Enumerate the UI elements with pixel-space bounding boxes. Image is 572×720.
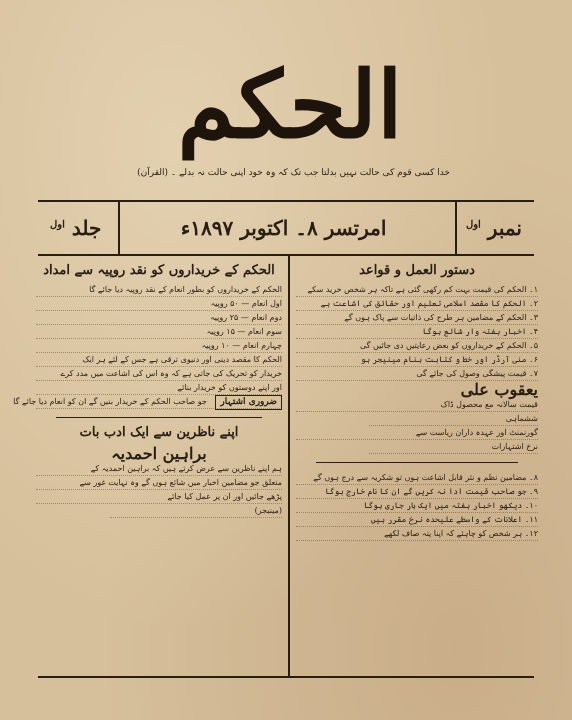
rules-paragraph: ۷۔ قیمت پیشگی وصول کی جائے گی <box>296 367 538 381</box>
prize-row: اول انعام — ۵۰ روپیہ <box>36 297 282 311</box>
rules-paragraph: ۵۔ الحکم کے خریداروں کو بعض رعایتیں دی جائیں گی <box>296 339 538 353</box>
issue-date: امرتسر ۸۔ اکتوبر ۱۸۹۷ء <box>180 216 387 240</box>
rules-paragraph: ۴۔ اخبار ہفتہ وار شائع ہوگا <box>296 325 538 339</box>
masthead-title: الحکم <box>177 51 403 159</box>
issue-number-value: اول <box>465 219 481 231</box>
prize-label: اول انعام <box>251 299 282 308</box>
issue-number-label: نمبر <box>487 216 522 240</box>
rules-paragraph: ۱۰۔ دیکھو اخبار ہفتہ میں ایک بار جاری ہوگا <box>296 499 538 513</box>
prize-value: ۱۰ روپیہ <box>201 341 230 350</box>
prize-value: ۵۰ روپیہ <box>210 299 239 308</box>
issue-volume-label: جلد <box>71 216 102 240</box>
issue-bar-divider <box>455 200 457 256</box>
prize-label: چہارم انعام <box>242 341 282 350</box>
rules-paragraph: ۳۔ الحکم کے مضامین ہر طرح کی ذاتیات سے پاک ہوں گے <box>296 311 538 325</box>
issue-volume <box>38 216 113 240</box>
rate-line: ششماہی <box>369 412 538 426</box>
rules-heading: دستور العمل و قواعد <box>359 263 475 278</box>
issue-bar-divider <box>118 200 120 256</box>
issue-bar <box>38 200 534 256</box>
rules-paragraph: ۲۔ الحکم کا مقصد اسلامی تعلیم اور حقائق کی اشاعت ہے <box>296 297 538 311</box>
prize-label: دوم انعام <box>251 313 282 322</box>
prize-label: سوم انعام <box>247 327 282 336</box>
rules-paragraph: ۸۔ مضامین نظم و نثر قابل اشاعت ہوں تو شکریہ سے درج ہوں گے <box>296 471 538 485</box>
editor-name: یعقوب علی <box>460 380 538 399</box>
column-divider <box>288 256 290 676</box>
prize-row: دوم انعام — ۲۵ روپیہ <box>36 311 282 325</box>
page-bottom-rule <box>38 676 534 678</box>
section-divider <box>316 462 518 463</box>
notice-line <box>13 395 282 409</box>
rules-paragraph: ۱۲۔ ہر شخص کو چاہئے کہ اپنا پتہ صاف لکھے <box>296 527 538 541</box>
readers-heading: اپنے ناظرین سے ایک ادب بات <box>79 425 239 440</box>
rate-line: گورنمنٹ اور عہدہ داران ریاست سے <box>296 426 538 440</box>
rate-line: نرخ اشتہارات <box>369 440 538 454</box>
rules-paragraph: ۱۱۔ اعلانات کے واسطے علیحدہ نرخ مقرر ہیں <box>296 513 538 527</box>
prize-row: چہارم انعام — ۱۰ روپیہ <box>36 339 282 353</box>
rate-line: قیمت سالانہ مع محصول ڈاک <box>296 398 538 412</box>
issue-number <box>454 216 534 240</box>
notice-text: جو صاحب الحکم کے خریدار بنیں گے ان کو انعام دیا جائے گا <box>13 397 207 406</box>
readers-body-line: پڑھے جائیں اور ان پر عمل کیا جائے <box>36 490 282 504</box>
masthead-tagline: خدا کسی قوم کی حالت نہیں بدلتا جب تک کہ وہ خود اپنی حالت نہ بدلے ۔ (القرآن) <box>137 168 450 178</box>
prize-value: ۲۵ روپیہ <box>210 313 239 322</box>
aid-column <box>13 260 282 670</box>
rules-paragraph: ۹۔ جو صاحب قیمت ادا نہ کریں گے ان کا نام خارج ہوگا <box>296 485 538 499</box>
prize-row: سوم انعام — ۱۵ روپیہ <box>36 325 282 339</box>
rules-paragraph: ۱۔ الحکم کی قیمت بہت کم رکھی گئی ہے تاکہ ہر شخص خرید سکے <box>296 283 538 297</box>
aid-body-line: اور اپنے دوستوں کو خریدار بنائے <box>36 381 282 395</box>
prize-value: ۱۵ روپیہ <box>206 327 235 336</box>
notice-label: ضروری اشتہار <box>215 395 282 410</box>
book-title: براہین احمدیہ <box>111 444 207 463</box>
signoff: (مینیجر) <box>110 504 282 518</box>
rules-paragraph: ۶۔ منی آرڈر اور خط و کتابت بنام مینیجر ہو <box>296 353 538 367</box>
rules-column <box>296 260 538 670</box>
aid-body-line: خریدار کو تحریک کی جاتی ہے کہ وہ اس کی اشاعت میں مدد کرے <box>36 367 282 381</box>
issue-volume-value: اول <box>50 219 65 231</box>
readers-body-line: ہم اپنے ناظرین سے عرض کرتے ہیں کہ براہین احمدیہ کے <box>36 462 282 476</box>
aid-body-line: الحکم کا مقصد دینی اور دنیوی ترقی ہے جس کے لئے ہر ایک <box>36 353 282 367</box>
section-divider <box>56 417 262 418</box>
aid-heading: الحکم کے خریداروں کو نقد روپیہ سے امداد <box>43 263 275 278</box>
readers-body-line: متعلق جو مضامین اخبار میں شائع ہوں گے وہ نہایت غور سے <box>36 476 282 490</box>
aid-intro: الحکم کے خریداروں کو بطور انعام کے نقد روپیہ دیا جائے گا <box>36 283 282 297</box>
